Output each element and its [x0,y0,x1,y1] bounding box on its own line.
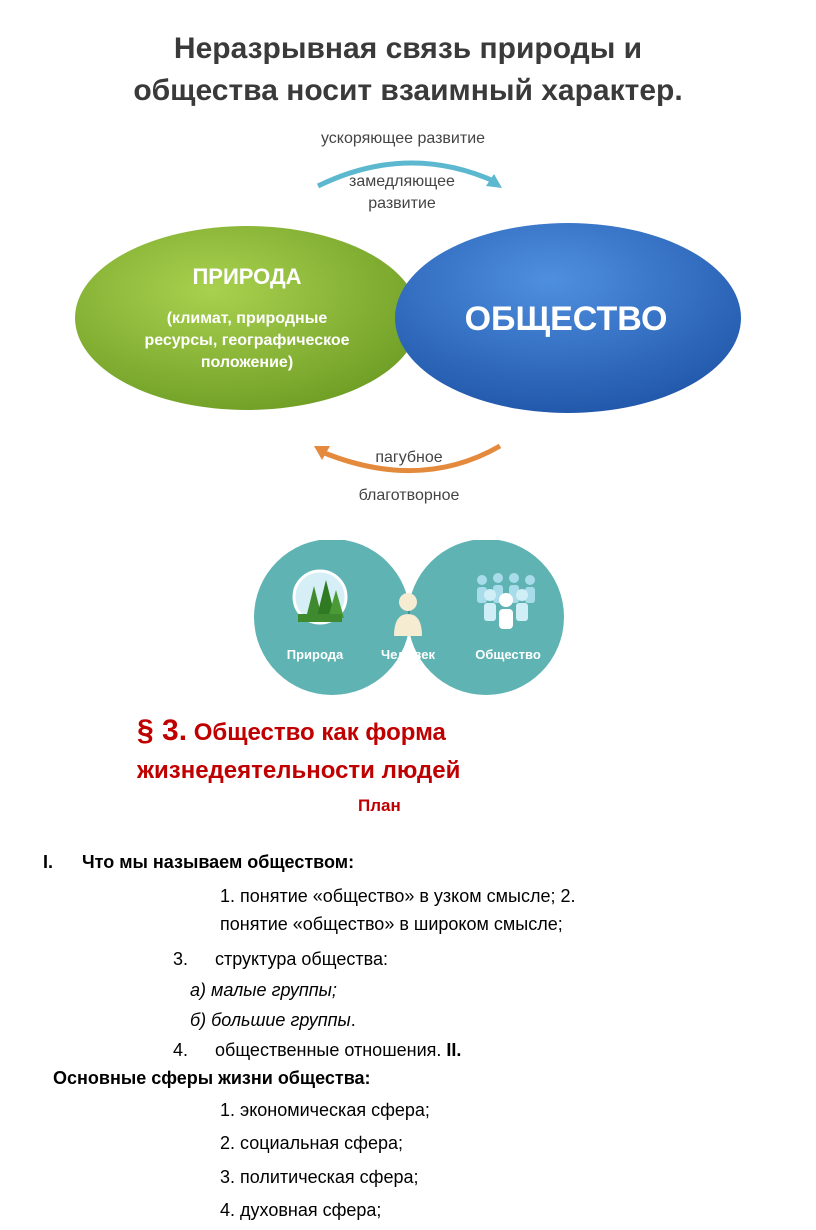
sphere-item-3: 3. политическая сфера; [220,1167,419,1187]
nature-desc-2: ресурсы, географическое [144,332,350,349]
nature-title: ПРИРОДА [192,264,302,289]
section-heading [137,712,460,790]
society-title: ОБЩЕСТВО [464,300,668,338]
nature-label: Природа [286,647,344,662]
subitem-b-end: . [350,1010,356,1030]
nature-desc-1: (климат, природные [166,310,328,327]
human-label: Человек [381,647,435,662]
forest-icon [294,571,346,623]
title-line-2: общества носит взаимный характер. [133,74,683,107]
arrow-mid-label-1: замедляющее [349,173,455,190]
part2-title: Основные сферы жизни общества: [53,1068,371,1088]
page-title [0,28,816,112]
arrow-bottom-label-2: благотворное [358,487,460,504]
part1-title: Что мы называем обществом: [82,852,355,872]
outline-item-4-text: общественные отношения. [215,1040,447,1060]
section-number: § 3. [137,714,188,747]
arrow-bottom-label-1: пагубное [375,449,443,466]
sphere-item-4: 4. духовная сфера; [220,1200,382,1220]
part2-number: II. [446,1040,462,1060]
nature-society-diagram [0,120,816,520]
arrow-top-label: ускоряющее развитие [320,130,486,147]
outline-item-1: 1. понятие «общество» в узком смысле; 2. [220,886,576,906]
subitem-b [190,1006,356,1034]
outline-item-4 [215,1036,461,1064]
sphere-item-1: 1. экономическая сфера; [220,1100,430,1120]
section-title-1: Общество как форма [193,719,446,746]
sphere-item-2: 2. социальная сфера; [220,1133,404,1153]
subitem-a: а) малые группы; [190,980,337,1000]
outline-item-3: структура общества: [215,949,388,969]
title-line-1: Неразрывная связь природы и [173,32,643,65]
society-label: Общество [475,647,541,662]
outline-item-2: понятие «общество» в широком смысле; [220,914,563,934]
section-title-2: жизнедеятельности людей [137,757,461,784]
arrow-mid-label-2: развитие [368,195,436,212]
part1-number: I. [43,852,54,872]
outline-item-4-number: 4. [173,1040,189,1060]
outline-item-3-number: 3. [173,949,189,969]
plan-label: План [358,796,401,815]
nature-desc-3: положение) [200,354,294,371]
subitem-b-text: б) большие группы [190,1010,351,1030]
venn-diagram [0,540,816,700]
